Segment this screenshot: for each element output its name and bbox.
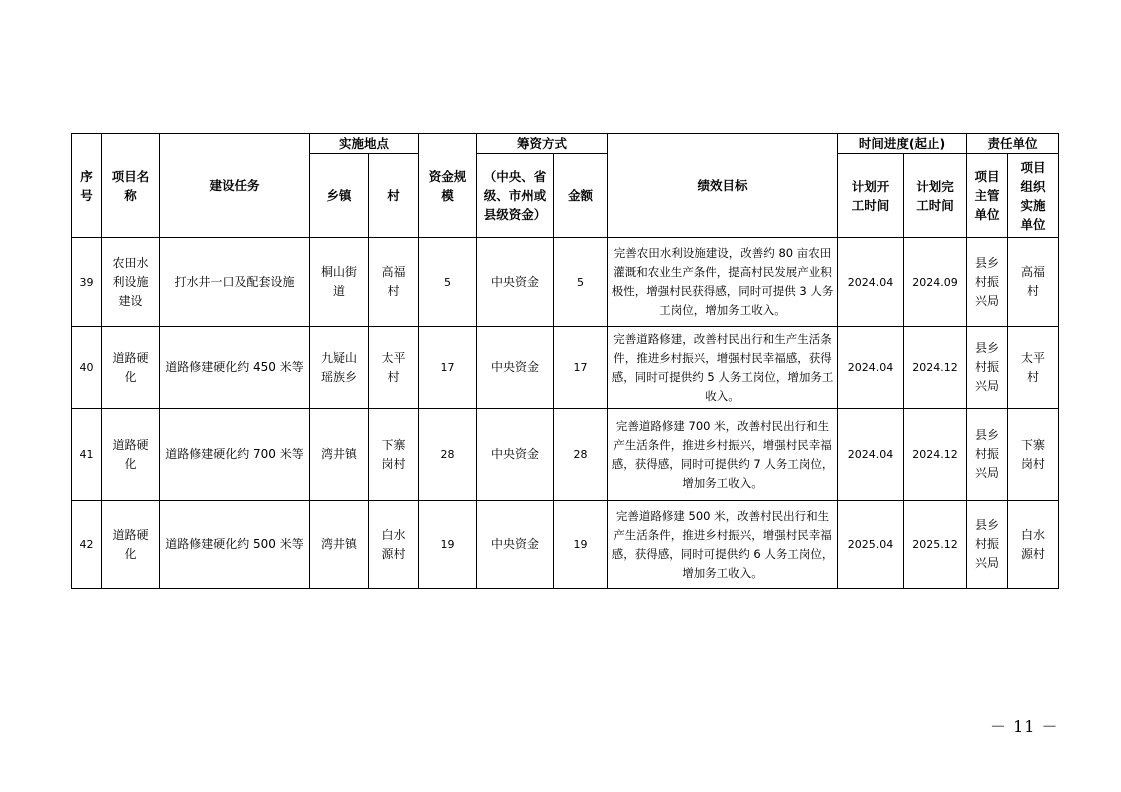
cell-project-name: 道路硬化	[102, 501, 160, 589]
cell-org: 下寨岗村	[1008, 409, 1059, 501]
header-goal: 绩效目标	[608, 134, 838, 238]
cell-goal: 完善道路修建 700 米，改善村民出行和生产生活条件，推进乡村振兴，增强村民幸福感，获得感，同时可提供约 7 人务工岗位，增加务工收入。	[608, 409, 838, 501]
header-row-1	[72, 134, 1059, 154]
header-schedule: 时间进度(起止)	[838, 134, 967, 154]
cell-dept: 县乡村振兴局	[967, 409, 1008, 501]
cell-seq: 40	[72, 327, 102, 409]
header-project-name: 项目名称	[102, 134, 160, 238]
cell-task: 道路修建硬化约 450 米等	[160, 327, 310, 409]
cell-end: 2024.12	[904, 409, 967, 501]
page-number: － 11 －	[990, 717, 1059, 736]
cell-town: 桐山街道	[310, 238, 369, 327]
cell-end: 2024.12	[904, 327, 967, 409]
cell-org: 白水源村	[1008, 501, 1059, 589]
cell-fund-scale: 28	[419, 409, 477, 501]
header-seq: 序号	[72, 134, 102, 238]
header-dept: 项目主管单位	[967, 154, 1008, 238]
table-row	[72, 501, 1059, 589]
header-end: 计划完工时间	[904, 154, 967, 238]
cell-amount: 19	[554, 501, 608, 589]
cell-end: 2024.09	[904, 238, 967, 327]
cell-start: 2024.04	[838, 238, 904, 327]
cell-org: 高福村	[1008, 238, 1059, 327]
cell-end: 2025.12	[904, 501, 967, 589]
cell-seq: 39	[72, 238, 102, 327]
table-row	[72, 409, 1059, 501]
cell-fund-scale: 17	[419, 327, 477, 409]
header-amount: 金额	[554, 154, 608, 238]
cell-fund-source: 中央资金	[477, 409, 554, 501]
cell-town: 九疑山瑶族乡	[310, 327, 369, 409]
cell-task: 道路修建硬化约 700 米等	[160, 409, 310, 501]
cell-project-name: 道路硬化	[102, 409, 160, 501]
cell-amount: 5	[554, 238, 608, 327]
cell-start: 2024.04	[838, 409, 904, 501]
header-village: 村	[369, 154, 419, 238]
cell-dept: 县乡村振兴局	[967, 238, 1008, 327]
cell-fund-source: 中央资金	[477, 238, 554, 327]
project-table	[71, 133, 1059, 589]
cell-amount: 28	[554, 409, 608, 501]
cell-org: 太平村	[1008, 327, 1059, 409]
header-responsible: 责任单位	[967, 134, 1059, 154]
cell-seq: 41	[72, 409, 102, 501]
header-task: 建设任务	[160, 134, 310, 238]
cell-start: 2025.04	[838, 501, 904, 589]
cell-village: 白水源村	[369, 501, 419, 589]
cell-fund-scale: 19	[419, 501, 477, 589]
cell-town: 湾井镇	[310, 501, 369, 589]
cell-seq: 42	[72, 501, 102, 589]
header-location: 实施地点	[310, 134, 419, 154]
cell-task: 道路修建硬化约 500 米等	[160, 501, 310, 589]
cell-project-name: 道路硬化	[102, 327, 160, 409]
cell-fund-source: 中央资金	[477, 327, 554, 409]
cell-fund-source: 中央资金	[477, 501, 554, 589]
cell-village: 高福村	[369, 238, 419, 327]
cell-goal: 完善农田水利设施建设，改善约 80 亩农田灌溉和农业生产条件，提高村民发展产业积极性，增强村民获得感，同时可提供 3 人务工岗位，增加务工收入。	[608, 238, 838, 327]
header-org: 项目组织实施单位	[1008, 154, 1059, 238]
cell-task: 打水井一口及配套设施	[160, 238, 310, 327]
cell-dept: 县乡村振兴局	[967, 327, 1008, 409]
header-funding-method: 筹资方式	[477, 134, 608, 154]
header-start: 计划开工时间	[838, 154, 904, 238]
table-row	[72, 327, 1059, 409]
cell-amount: 17	[554, 327, 608, 409]
cell-goal: 完善道路修建 500 米，改善村民出行和生产生活条件，推进乡村振兴，增强村民幸福感，获得感，同时可提供约 6 人务工岗位，增加务工收入。	[608, 501, 838, 589]
header-town: 乡镇	[310, 154, 369, 238]
cell-goal: 完善道路修建，改善村民出行和生产生活条件，推进乡村振兴，增强村民幸福感，获得感，同时可提供约 5 人务工岗位，增加务工收入。	[608, 327, 838, 409]
cell-town: 湾井镇	[310, 409, 369, 501]
header-fund-scale: 资金规模	[419, 134, 477, 238]
table-row	[72, 238, 1059, 327]
cell-dept: 县乡村振兴局	[967, 501, 1008, 589]
cell-village: 下寨岗村	[369, 409, 419, 501]
header-fund-source: （中央、省级、市州或县级资金）	[477, 154, 554, 238]
cell-start: 2024.04	[838, 327, 904, 409]
cell-fund-scale: 5	[419, 238, 477, 327]
cell-village: 太平村	[369, 327, 419, 409]
cell-project-name: 农田水利设施建设	[102, 238, 160, 327]
